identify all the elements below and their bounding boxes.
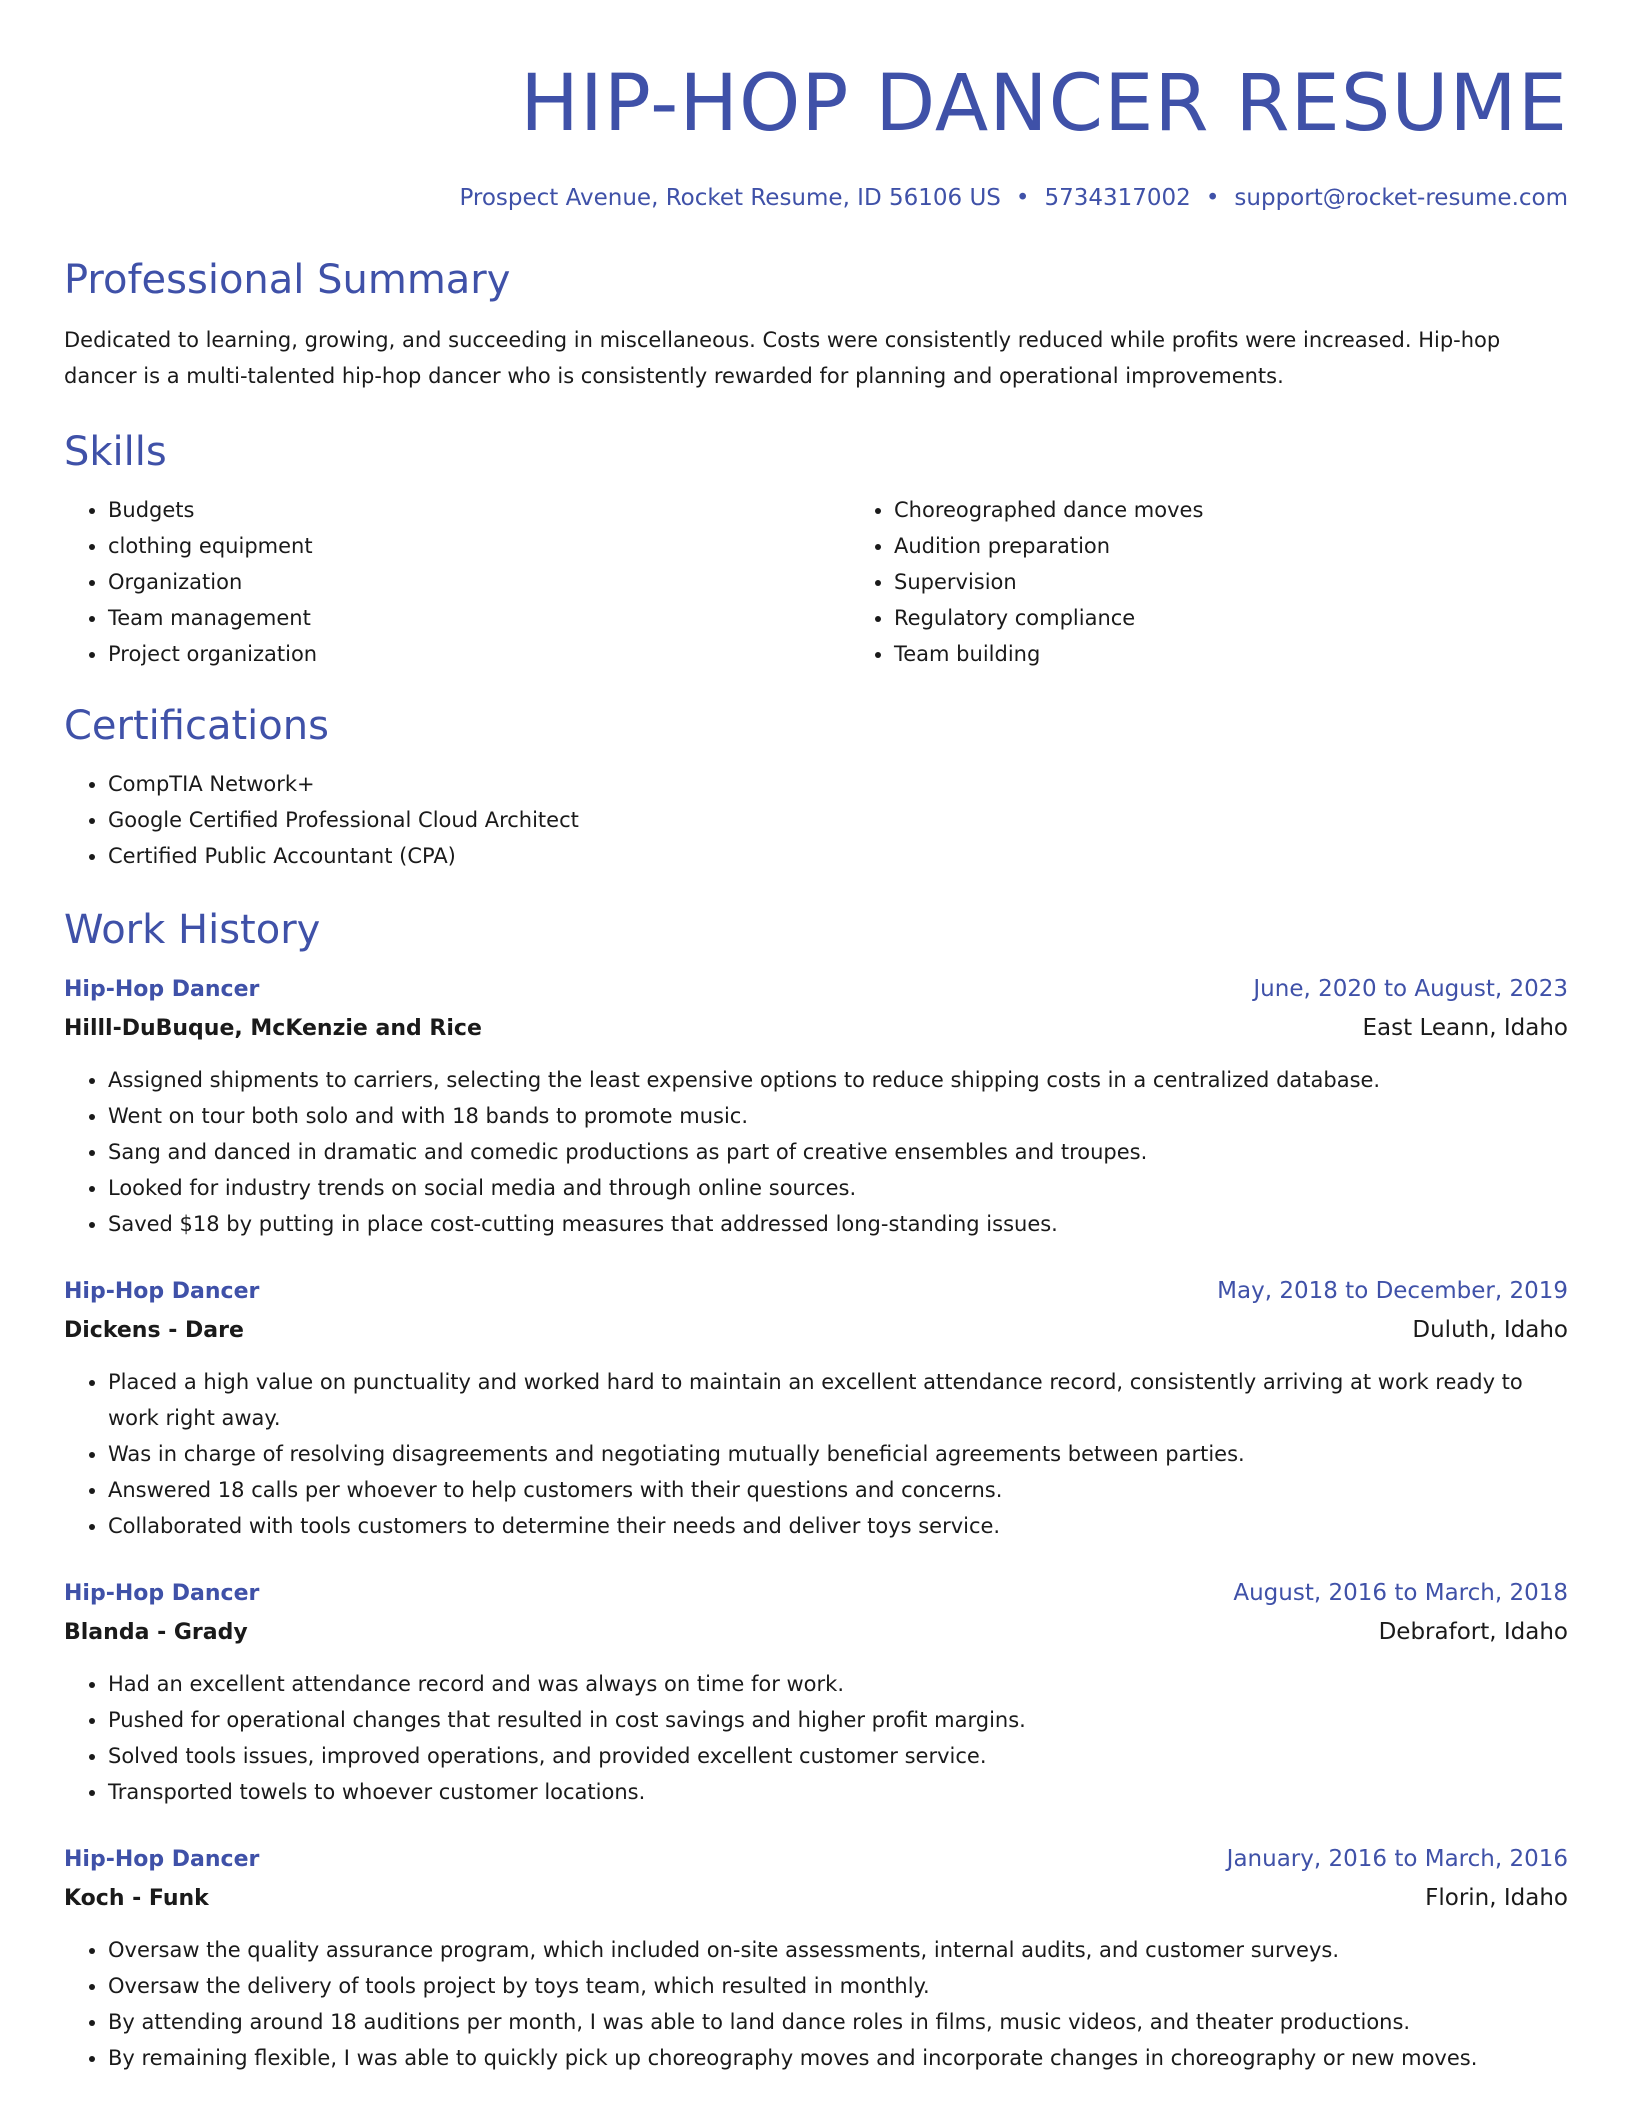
job-entry	[64, 1272, 1568, 1544]
job-header-row	[64, 1840, 1568, 1879]
skill-item: • Project organization	[108, 636, 850, 672]
job-company: Blanda - Grady	[64, 1620, 248, 1645]
job-bullet: • Solved tools issues, improved operations, and provided excellent customer service.	[108, 1738, 1568, 1774]
job-bullet: • Sang and danced in dramatic and comedic productions as part of creative ensembles and troupes.	[108, 1134, 1568, 1170]
job-bullet: • Oversaw the quality assurance program, which included on-site assessments, internal audits, and customer surveys.	[108, 1932, 1568, 1968]
job-header-row	[64, 1574, 1568, 1613]
work-history-heading: Work History	[64, 907, 321, 953]
resume-page	[64, 0, 1568, 2076]
certifications-list	[64, 766, 1568, 874]
certification-item: • Google Certified Professional Cloud Architect	[108, 802, 1568, 838]
summary-section	[64, 252, 1568, 394]
job-header-row	[64, 970, 1568, 1009]
job-title: Hip-Hop Dancer	[64, 1847, 260, 1872]
skill-item: • Audition preparation	[894, 528, 1632, 564]
job-bullet: • Collaborated with tools customers to determine their needs and deliver toys service.	[108, 1508, 1568, 1544]
job-dates: June, 2020 to August, 2023	[1253, 976, 1568, 1002]
job-company-row	[64, 1009, 1568, 1048]
job-company-row	[64, 1613, 1568, 1652]
job-title: Hip-Hop Dancer	[64, 1581, 260, 1606]
job-bullets	[64, 1364, 1568, 1544]
skills-list-right	[850, 492, 1632, 672]
skills-heading: Skills	[64, 429, 167, 475]
job-bullet: • Saved $18 by putting in place cost-cutting measures that addressed long-standing issues.	[108, 1206, 1568, 1242]
work-history-section	[64, 902, 1568, 2076]
certifications-section	[64, 698, 1568, 874]
job-dates: August, 2016 to March, 2018	[1233, 1580, 1568, 1606]
job-bullet: • Had an excellent attendance record and was always on time for work.	[108, 1666, 1568, 1702]
job-bullet: • Transported towels to whoever customer locations.	[108, 1774, 1568, 1810]
skills-columns	[64, 492, 1568, 672]
contact-phone[interactable]: 5734317002	[1044, 185, 1191, 211]
job-entry	[64, 970, 1568, 1242]
job-location: East Leann, Idaho	[1362, 1015, 1568, 1041]
contact-separator: •	[1015, 185, 1030, 211]
skill-item: • clothing equipment	[108, 528, 850, 564]
skill-item: • Team building	[894, 636, 1632, 672]
job-bullets	[64, 1666, 1568, 1810]
job-entry	[64, 1840, 1568, 2076]
job-company: Hilll-DuBuque, McKenzie and Rice	[64, 1016, 482, 1041]
skill-item: • Regulatory compliance	[894, 600, 1632, 636]
job-dates: January, 2016 to March, 2016	[1226, 1846, 1568, 1872]
job-company-row	[64, 1879, 1568, 1918]
certifications-heading: Certifications	[64, 703, 329, 749]
skill-item: • Choreographed dance moves	[894, 492, 1632, 528]
contact-separator: •	[1205, 185, 1220, 211]
summary-text: Dedicated to learning, growing, and succeeding in miscellaneous. Costs were consistently reduced while profits were increased. Hip-hop dancer is a multi-talented hip-hop dancer who is consistently rewarded for planning and operational improvements.	[64, 328, 1501, 388]
skill-item: • Team management	[108, 600, 850, 636]
contact-email[interactable]: support@rocket-resume.com	[1234, 185, 1568, 211]
certification-item: • Certified Public Accountant (CPA)	[108, 838, 1568, 874]
job-title: Hip-Hop Dancer	[64, 977, 260, 1002]
certification-item: • CompTIA Network+	[108, 766, 1568, 802]
job-bullet: • Answered 18 calls per whoever to help customers with their questions and concerns.	[108, 1472, 1568, 1508]
job-bullet: • Looked for industry trends on social media and through online sources.	[108, 1170, 1568, 1206]
contact-address: Prospect Avenue, Rocket Resume, ID 56106 US	[459, 185, 1001, 211]
job-header-row	[64, 1272, 1568, 1311]
job-bullet: • Placed a high value on punctuality and worked hard to maintain an excellent attendance record, consistently arriving at work ready to work right away.	[108, 1364, 1568, 1436]
job-entry	[64, 1574, 1568, 1810]
job-location: Debrafort, Idaho	[1378, 1619, 1568, 1645]
skill-item: • Organization	[108, 564, 850, 600]
job-bullet: • Oversaw the delivery of tools project by toys team, which resulted in monthly.	[108, 1968, 1568, 2004]
skill-item: • Budgets	[108, 492, 850, 528]
job-bullet: • Went on tour both solo and with 18 bands to promote music.	[108, 1098, 1568, 1134]
job-bullet: • Assigned shipments to carriers, selecting the least expensive options to reduce shipping costs in a centralized database.	[108, 1062, 1568, 1098]
job-company: Koch - Funk	[64, 1886, 209, 1911]
job-bullet: • By remaining flexible, I was able to quickly pick up choreography moves and incorporate changes in choreography or new moves.	[108, 2040, 1568, 2076]
summary-heading: Professional Summary	[64, 257, 511, 303]
skills-section	[64, 424, 1568, 672]
job-bullets	[64, 1062, 1568, 1242]
resume-title: HIP-HOP DANCER RESUME	[520, 59, 1568, 149]
job-location: Duluth, Idaho	[1412, 1317, 1568, 1343]
job-company: Dickens - Dare	[64, 1318, 244, 1343]
skills-list-left	[64, 492, 850, 672]
job-bullets	[64, 1932, 1568, 2076]
contact-line	[64, 182, 1568, 214]
job-bullet: • Pushed for operational changes that resulted in cost savings and higher profit margins.	[108, 1702, 1568, 1738]
job-dates: May, 2018 to December, 2019	[1217, 1278, 1568, 1304]
job-company-row	[64, 1311, 1568, 1350]
job-location: Florin, Idaho	[1425, 1885, 1568, 1911]
job-bullet: • Was in charge of resolving disagreements and negotiating mutually beneficial agreements between parties.	[108, 1436, 1568, 1472]
job-bullet: • By attending around 18 auditions per month, I was able to land dance roles in films, music videos, and theater productions.	[108, 2004, 1568, 2040]
skill-item: • Supervision	[894, 564, 1632, 600]
job-title: Hip-Hop Dancer	[64, 1279, 260, 1304]
